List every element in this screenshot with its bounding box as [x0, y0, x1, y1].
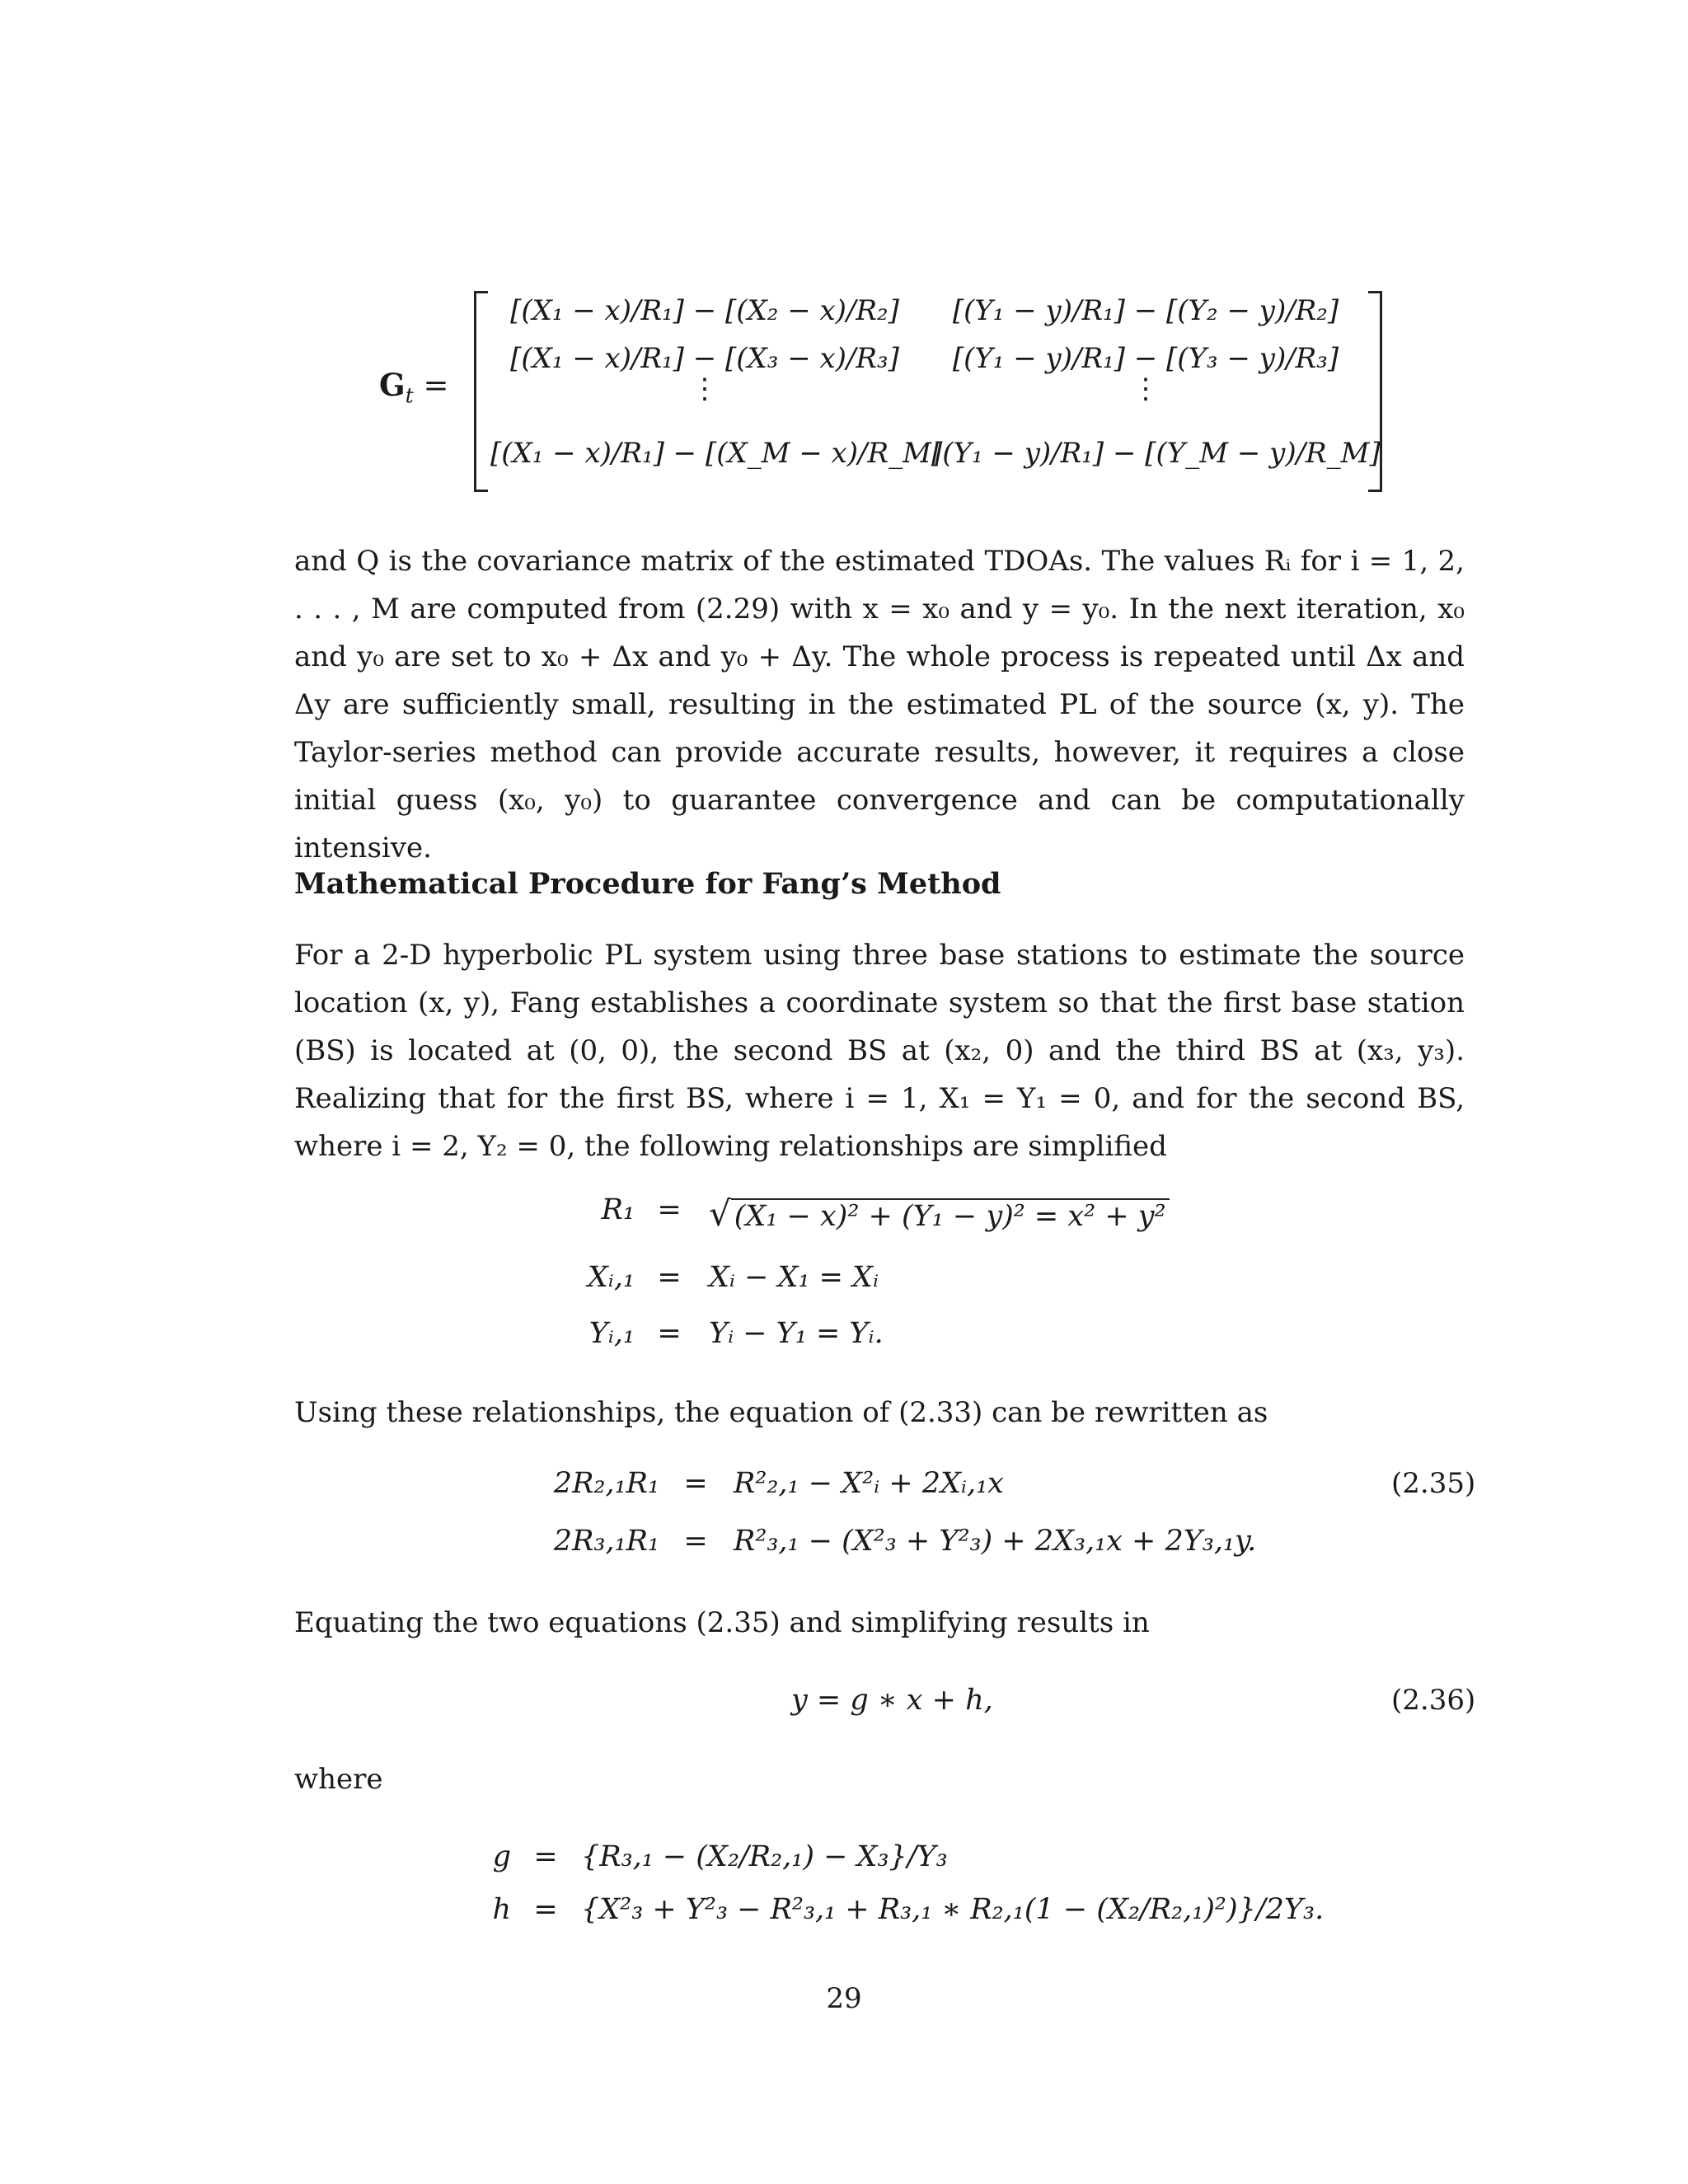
equation-lhs: 2R₃,₁R₁ [553, 1525, 659, 1558]
page-number: 29 [826, 1982, 862, 2015]
equals-sign: = [657, 1261, 682, 1294]
paragraph-where: where [294, 1763, 383, 1796]
matrix-vdots: ⋮ [691, 373, 719, 405]
equation-rhs [709, 1193, 1170, 1234]
equation-lhs: R₁ [601, 1193, 635, 1226]
equals-sign: = [657, 1317, 682, 1350]
equation-rhs: R²₃,₁ − (X²₃ + Y²₃) + 2X₃,₁x + 2Y₃,₁y. [734, 1525, 1257, 1558]
matrix-cell: [(Y₁ − y)/R₁] − [(Y_M − y)/R_M] [931, 437, 1381, 470]
matrix-cell: [(Y₁ − y)/R₁] − [(Y₃ − y)/R₃] [952, 342, 1339, 375]
matrix-lhs: $G_t$ = [379, 367, 449, 408]
sqrt-symbol: √ [709, 1193, 731, 1234]
paragraph-equating: Equating the two equations (2.35) and simplifying results in [294, 1606, 1150, 1639]
matrix-left-bracket [474, 291, 488, 492]
paragraph-fang-setup: For a 2-D hyperbolic PL system using three base stations to estimate the source location (x, y), Fang establishes a coordinate system so that the first base station (BS) is located at (0, 0), the second BS at (x₂, 0) and the third BS at (x₃, y₃). Realizing that for the first BS, where i = 1, X₁ = Y₁ = 0, and for the second BS, where i = 2, Y₂ = 0, the following relationships are simplified [294, 939, 1465, 1163]
equation-rhs: R²₂,₁ − X²ᵢ + 2Xᵢ,₁x [734, 1467, 1004, 1500]
matrix-cell: [(Y₁ − y)/R₁] − [(Y₂ − y)/R₂] [952, 294, 1339, 327]
equation-line-236: y = g ∗ x + h, [791, 1684, 993, 1717]
equals-sign: = [533, 1840, 558, 1873]
matrix-cell: [(X₁ − x)/R₁] − [(X₂ − x)/R₂] [510, 294, 899, 327]
section-heading: Mathematical Procedure for Fang’s Method [294, 867, 1001, 901]
equals-sign: = [533, 1893, 558, 1926]
matrix-cell: [(X₁ − x)/R₁] − [(X_M − x)/R_M] [490, 437, 943, 470]
equation-rhs: Yᵢ − Y₁ = Yᵢ. [709, 1317, 884, 1350]
equals-sign: = [657, 1193, 682, 1226]
matrix-equation-gt [379, 284, 1393, 499]
equation-number: (2.35) [1391, 1467, 1476, 1500]
equation-rhs: {X²₃ + Y²₃ − R²₃,₁ + R₃,₁ ∗ R₂,₁(1 − (X₂/R₂,₁)²)}/2Y₃. [581, 1893, 1325, 1926]
matrix-lhs-symbol: G [379, 367, 406, 403]
equation-rhs: {R₃,₁ − (X₂/R₂,₁) − X₃}/Y₃ [581, 1840, 948, 1873]
equation-lhs: 2R₂,₁R₁ [553, 1467, 659, 1500]
matrix-cell: [(X₁ − x)/R₁] − [(X₃ − x)/R₃] [510, 342, 899, 375]
equation-lhs: g [492, 1840, 511, 1873]
equation-number: (2.36) [1391, 1684, 1476, 1717]
matrix-vdots: ⋮ [1132, 373, 1160, 405]
equals-sign: = [683, 1467, 708, 1500]
equation-lhs: Xᵢ,₁ [587, 1261, 635, 1294]
equation-lhs: Yᵢ,₁ [588, 1317, 635, 1350]
equation-lhs: h [492, 1893, 511, 1926]
equation-rhs: Xᵢ − X₁ = Xᵢ [709, 1261, 879, 1294]
paragraph-rewrite: Using these relationships, the equation of (2.33) can be rewritten as [294, 1396, 1268, 1429]
matrix-lhs-subscript: t [405, 383, 414, 408]
equals-sign: = [683, 1525, 708, 1558]
paragraph-taylor-series: and Q is the covariance matrix of the estimated TDOAs. The values Rᵢ for i = 1, 2, . . . , M are computed from (2.29) with x = x₀ and y = y₀. In the next iteration, x₀ and y₀ are set to x₀ + Δx and y₀ + Δy. The whole process is repeated until Δx and Δy are sufficiently small, resulting in the estimated PL of the source (x, y). The Taylor-series method can provide accurate results, however, it requires a close initial guess (x₀, y₀) to guarantee convergence and can be computationally intensive. [294, 545, 1465, 865]
sqrt-radicand: (X₁ − x)² + (Y₁ − y)² = x² + y² [731, 1198, 1170, 1233]
